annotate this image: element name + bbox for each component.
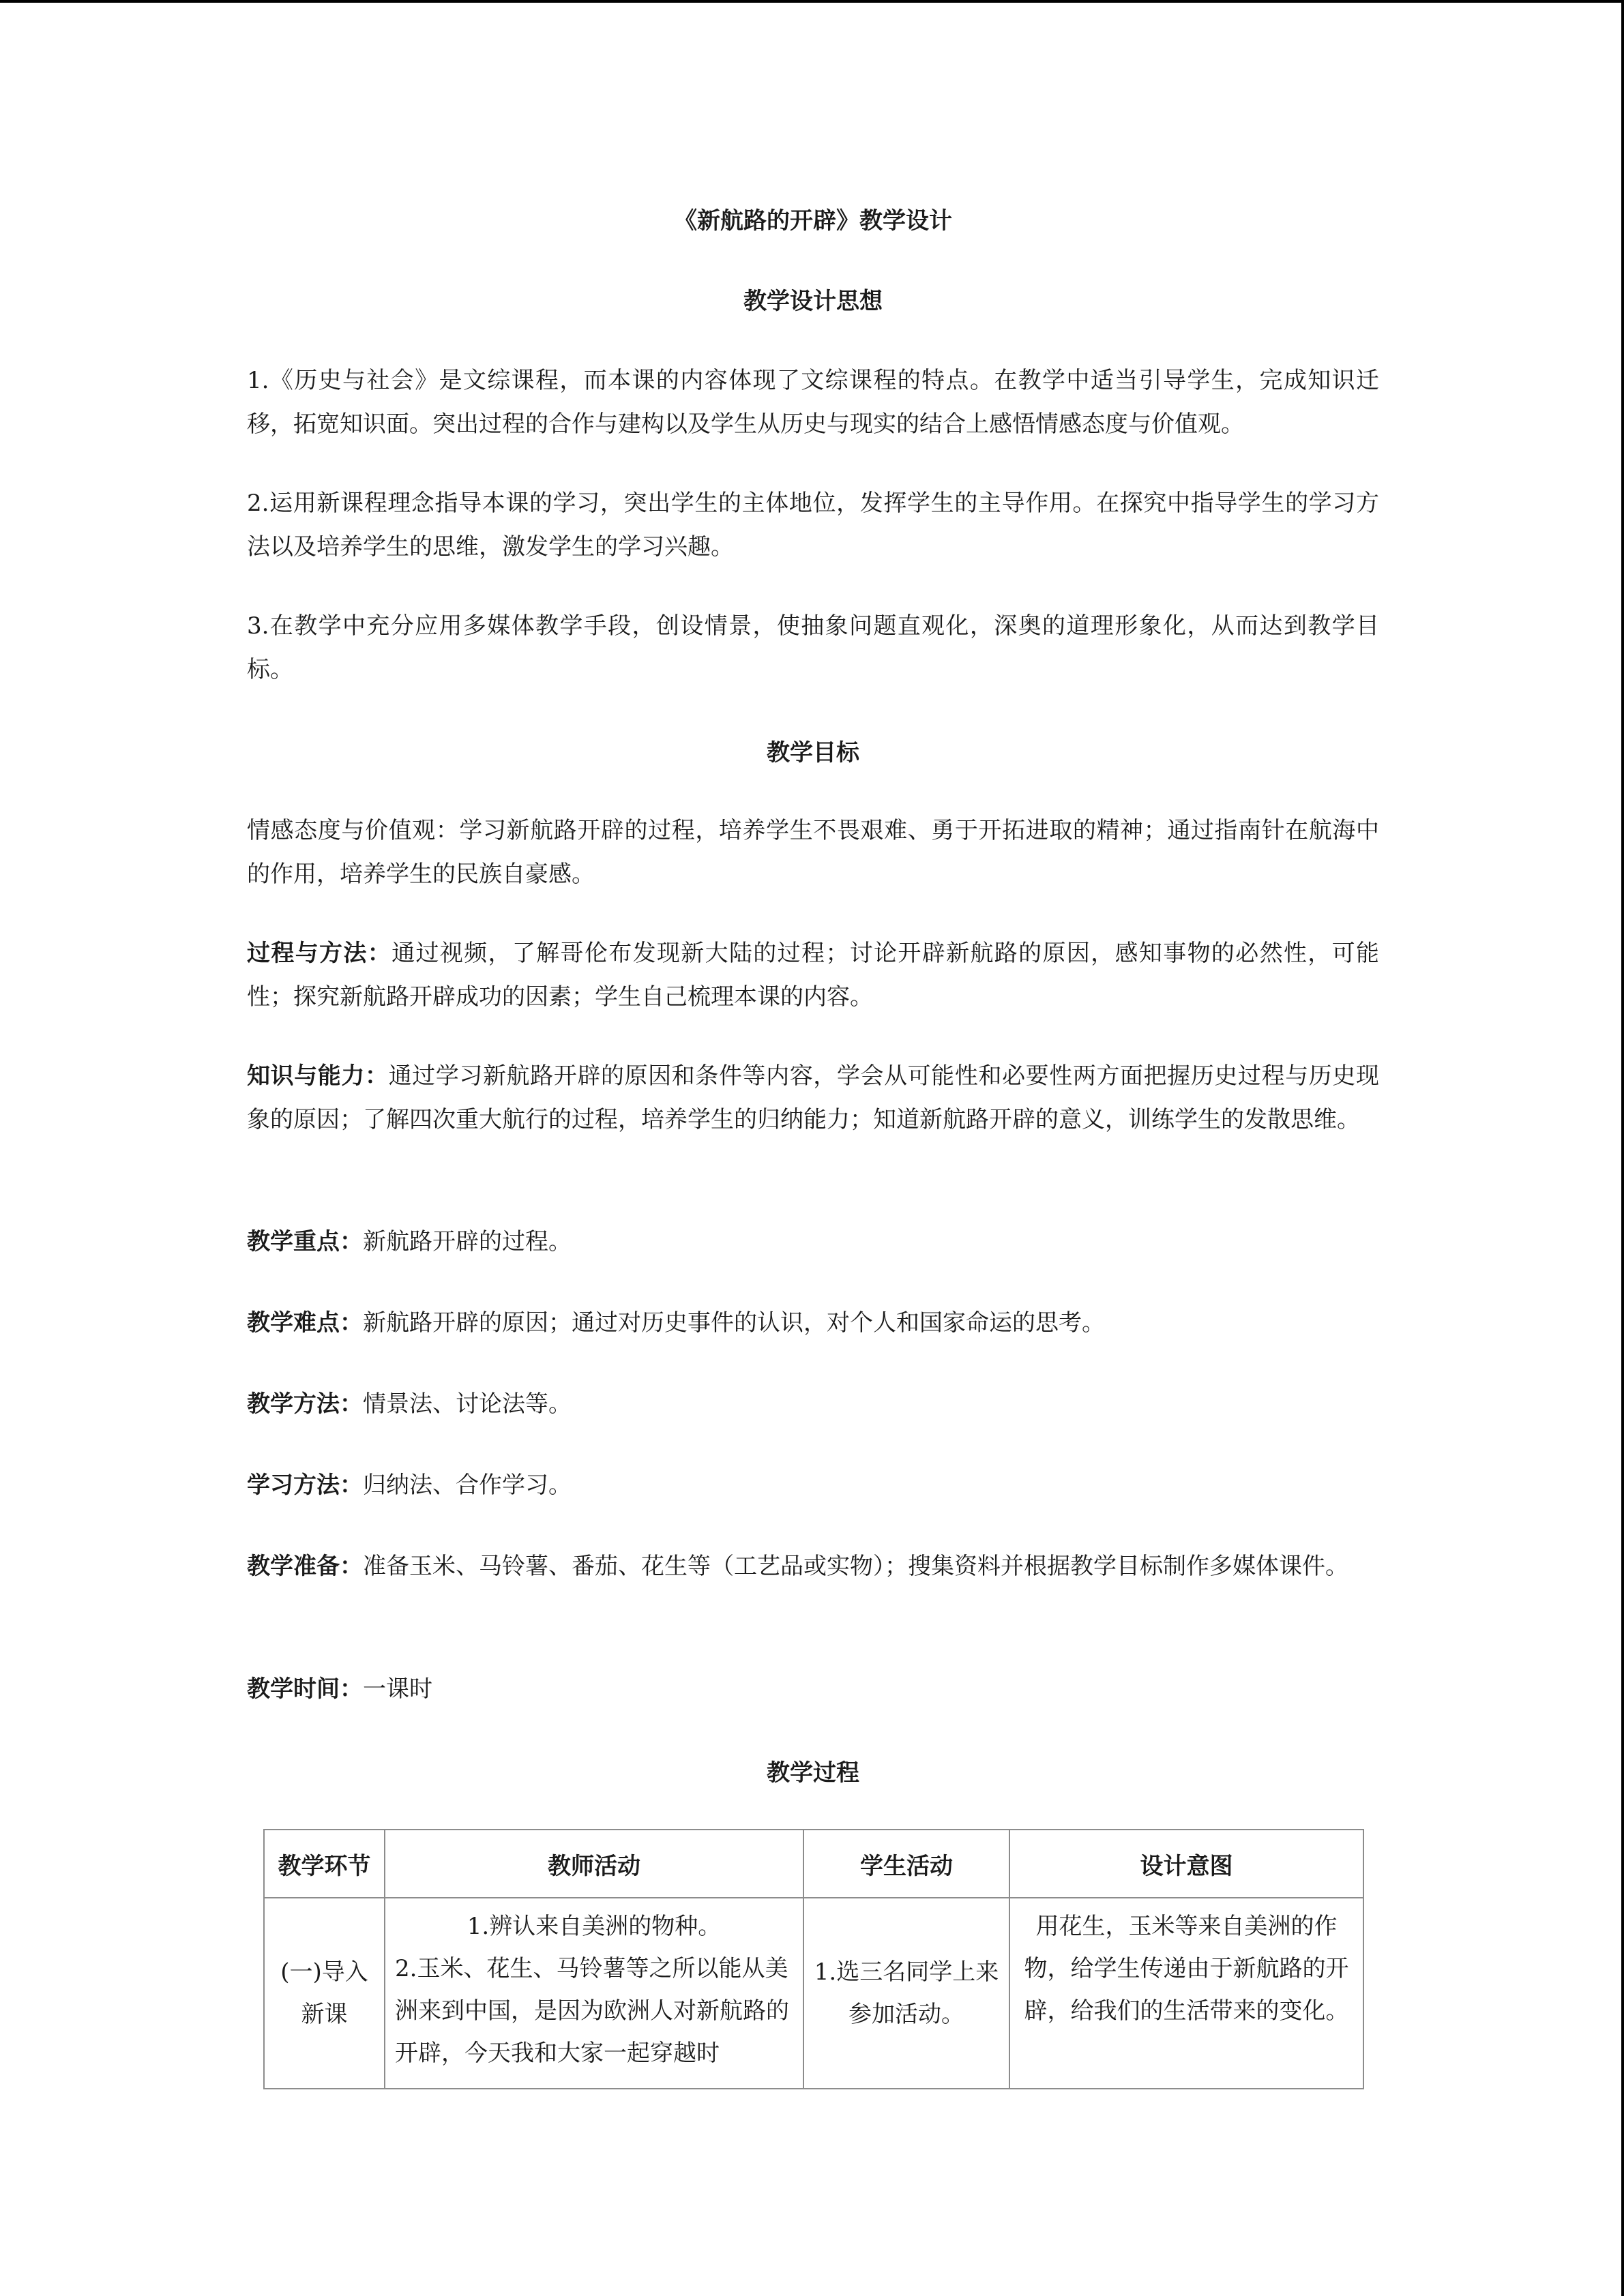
teaching-key-point bbox=[247, 1220, 1379, 1264]
study-method bbox=[247, 1463, 1379, 1507]
key-label: 教学重点： bbox=[247, 1228, 363, 1255]
goal-emotion: 情感态度与价值观：学习新航路开辟的过程，培养学生不畏艰难、勇于开拓进取的精神；通过指南针在航海中的作用，培养学生的民族自豪感。 bbox=[247, 817, 1379, 888]
paragraph-3: 3.在教学中充分应用多媒体教学手段，创设情景，使抽象问题直观化，深奥的道理形象化，从而达到教学目标。 bbox=[247, 612, 1379, 683]
prep-label: 教学准备： bbox=[247, 1553, 363, 1580]
key-text: 新航路开辟的过程。 bbox=[363, 1228, 572, 1255]
cell-design-intent: 用花生，玉米等来自美洲的作物，给学生传递由于新航路的开辟，给我们的生活带来的变化。 bbox=[1009, 1898, 1363, 2089]
teaching-process-table bbox=[263, 1829, 1364, 2089]
difficulty-label: 教学难点： bbox=[247, 1309, 363, 1337]
time-label: 教学时间： bbox=[247, 1675, 363, 1703]
section-heading-design-thought: 教学设计思想 bbox=[743, 288, 883, 315]
goal-knowledge bbox=[247, 1054, 1379, 1142]
teaching-time bbox=[247, 1667, 1379, 1711]
header-student-activity: 学生活动 bbox=[803, 1830, 1009, 1898]
section-heading-goals: 教学目标 bbox=[767, 739, 859, 766]
teaching-preparation bbox=[247, 1545, 1379, 1588]
method-label: 教学方法： bbox=[247, 1390, 363, 1418]
header-teacher-activity: 教师活动 bbox=[385, 1830, 803, 1898]
method-text: 情景法、讨论法等。 bbox=[363, 1390, 572, 1418]
paragraph-1: 1.《历史与社会》是文综课程，而本课的内容体现了文综课程的特点。在教学中适当引导学生，完成知识迁移，拓宽知识面。突出过程的合作与建构以及学生从历史与现实的结合上感悟情感态度与价值观。 bbox=[247, 367, 1379, 438]
cell-stage: (一)导入新课 bbox=[264, 1898, 385, 2089]
cell-teacher-activity bbox=[385, 1898, 803, 2089]
table-row bbox=[264, 1898, 1363, 2089]
teaching-difficulty bbox=[247, 1301, 1379, 1345]
prep-text: 准备玉米、马铃薯、番茄、花生等（工艺品或实物）；搜集资料并根据教学目标制作多媒体课件。 bbox=[363, 1553, 1348, 1580]
table-header-row bbox=[264, 1830, 1363, 1898]
study-text: 归纳法、合作学习。 bbox=[363, 1472, 572, 1499]
difficulty-text: 新航路开辟的原因；通过对历史事件的认识，对个人和国家命运的思考。 bbox=[363, 1309, 1105, 1337]
teacher-line-1: 1.辨认来自美洲的物种。 bbox=[467, 1913, 722, 1940]
page-top-border bbox=[0, 0, 1624, 3]
header-design-intent: 设计意图 bbox=[1009, 1830, 1363, 1898]
cell-student-activity: 1.选三名同学上来参加活动。 bbox=[803, 1898, 1009, 2089]
goal-knowledge-text: 通过学习新航路开辟的原因和条件等内容，学会从可能性和必要性两方面把握历史过程与历史现象的原因；了解四次重大航行的过程，培养学生的归纳能力；知道新航路开辟的意义，训练学生的发散思维。 bbox=[247, 1062, 1380, 1133]
paragraph-2: 2.运用新课程理念指导本课的学习，突出学生的主体地位，发挥学生的主导作用。在探究中指导学生的学习方法以及培养学生的思维，激发学生的学习兴趣。 bbox=[247, 490, 1379, 561]
goal-knowledge-label: 知识与能力： bbox=[247, 1062, 389, 1090]
goal-process-label: 过程与方法： bbox=[247, 940, 392, 967]
goal-process-text: 通过视频，了解哥伦布发现新大陆的过程；讨论开辟新航路的原因，感知事物的必然性，可能性；探究新航路开辟成功的因素；学生自己梳理本课的内容。 bbox=[247, 940, 1380, 1011]
study-label: 学习方法： bbox=[247, 1472, 363, 1499]
teaching-method bbox=[247, 1382, 1379, 1426]
goal-process bbox=[247, 931, 1379, 1019]
document-title: 《新航路的开辟》教学设计 bbox=[674, 207, 952, 235]
page-right-border bbox=[1621, 0, 1624, 2296]
time-text: 一课时 bbox=[363, 1675, 432, 1703]
header-stage: 教学环节 bbox=[264, 1830, 385, 1898]
section-heading-process: 教学过程 bbox=[767, 1759, 859, 1787]
teacher-line-2: 2.玉米、花生、马铃薯等之所以能从美洲来到中国，是因为欧洲人对新航路的开辟，今天我和大家一起穿越时 bbox=[395, 1955, 789, 2067]
